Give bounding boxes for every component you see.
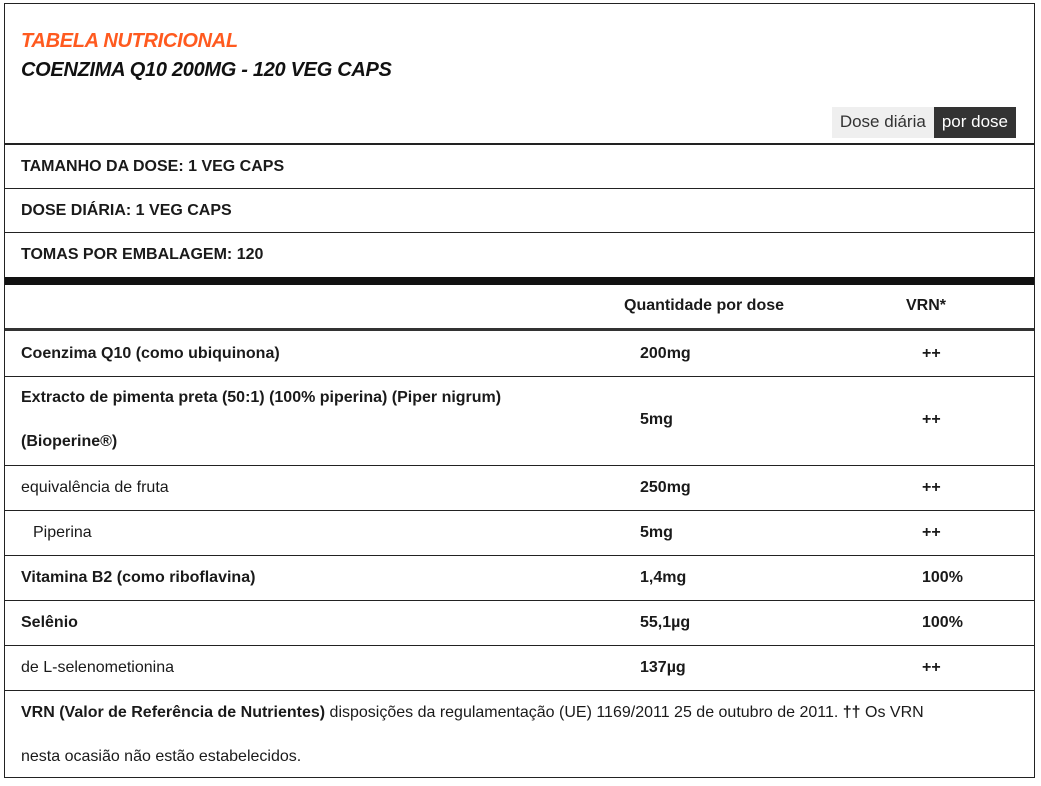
table-row — [5, 331, 1034, 377]
table-row — [5, 646, 1034, 691]
table-row — [5, 511, 1034, 556]
footnote-line2: nesta ocasião não estão estabelecidos. — [21, 748, 302, 765]
servings-per-container-row: TOMAS POR EMBALAGEM: 120 — [5, 233, 1034, 285]
footnote-line1 — [21, 691, 1018, 735]
nutrient-name: Vitamina B2 (como riboflavina) — [21, 569, 256, 586]
nutrient-quantity: 200mg — [640, 345, 691, 362]
nutrient-name: Coenzima Q10 (como ubiquinona) — [21, 345, 280, 362]
nutrient-vrn: ++ — [922, 411, 941, 428]
nutrient-quantity: 1,4mg — [640, 569, 687, 586]
tab-per-dose[interactable]: por dose — [934, 107, 1016, 138]
nutrient-quantity: 5mg — [640, 411, 673, 428]
table-header — [5, 4, 1034, 145]
nutrient-quantity: 137µg — [640, 659, 686, 676]
footnote-text: disposições da regulamentação (UE) 1169/2011 25 de outubro de 2011. — [325, 704, 843, 721]
table-row — [5, 466, 1034, 511]
nutrient-name: Piperina — [33, 524, 92, 541]
nutrient-name-line2: (Bioperine®) — [21, 433, 118, 450]
nutrient-vrn: ++ — [922, 524, 941, 541]
dose-tabs — [832, 107, 1016, 138]
nutrient-name: de L-selenometionina — [21, 659, 174, 676]
table-title: TABELA NUTRICIONAL — [21, 30, 238, 52]
vrn-column-header: VRN* — [906, 297, 947, 314]
footnote-daggers: †† — [842, 704, 861, 721]
footnote-bold: VRN (Valor de Referência de Nutrientes) — [21, 704, 326, 721]
serving-size-row: TAMANHO DA DOSE: 1 VEG CAPS — [5, 145, 1034, 189]
column-header-row — [5, 285, 1034, 331]
nutrient-name: Selênio — [21, 614, 78, 631]
nutrition-table — [4, 3, 1035, 778]
product-name: COENZIMA Q10 200MG - 120 VEG CAPS — [21, 59, 392, 81]
table-row — [5, 556, 1034, 601]
nutrient-vrn: ++ — [922, 345, 941, 362]
nutrient-vrn: 100% — [922, 614, 963, 631]
nutrient-quantity: 55,1µg — [640, 614, 691, 631]
table-row — [5, 377, 1034, 466]
nutrient-name-line1: Extracto de pimenta preta (50:1) (100% piperina) (Piper nigrum) — [21, 389, 502, 406]
nutrient-quantity: 5mg — [640, 524, 673, 541]
daily-dose-row: DOSE DIÁRIA: 1 VEG CAPS — [5, 189, 1034, 233]
footnote-text-cont: Os VRN — [860, 704, 924, 721]
tab-daily-dose[interactable]: Dose diária — [832, 107, 934, 138]
nutrient-vrn: 100% — [922, 569, 963, 586]
nutrient-vrn: ++ — [922, 479, 941, 496]
nutrient-name: equivalência de fruta — [21, 479, 169, 496]
footnote — [5, 691, 1034, 779]
table-row — [5, 601, 1034, 646]
quantity-column-header: Quantidade por dose — [624, 297, 785, 314]
nutrient-vrn: ++ — [922, 659, 941, 676]
nutrient-quantity: 250mg — [640, 479, 691, 496]
